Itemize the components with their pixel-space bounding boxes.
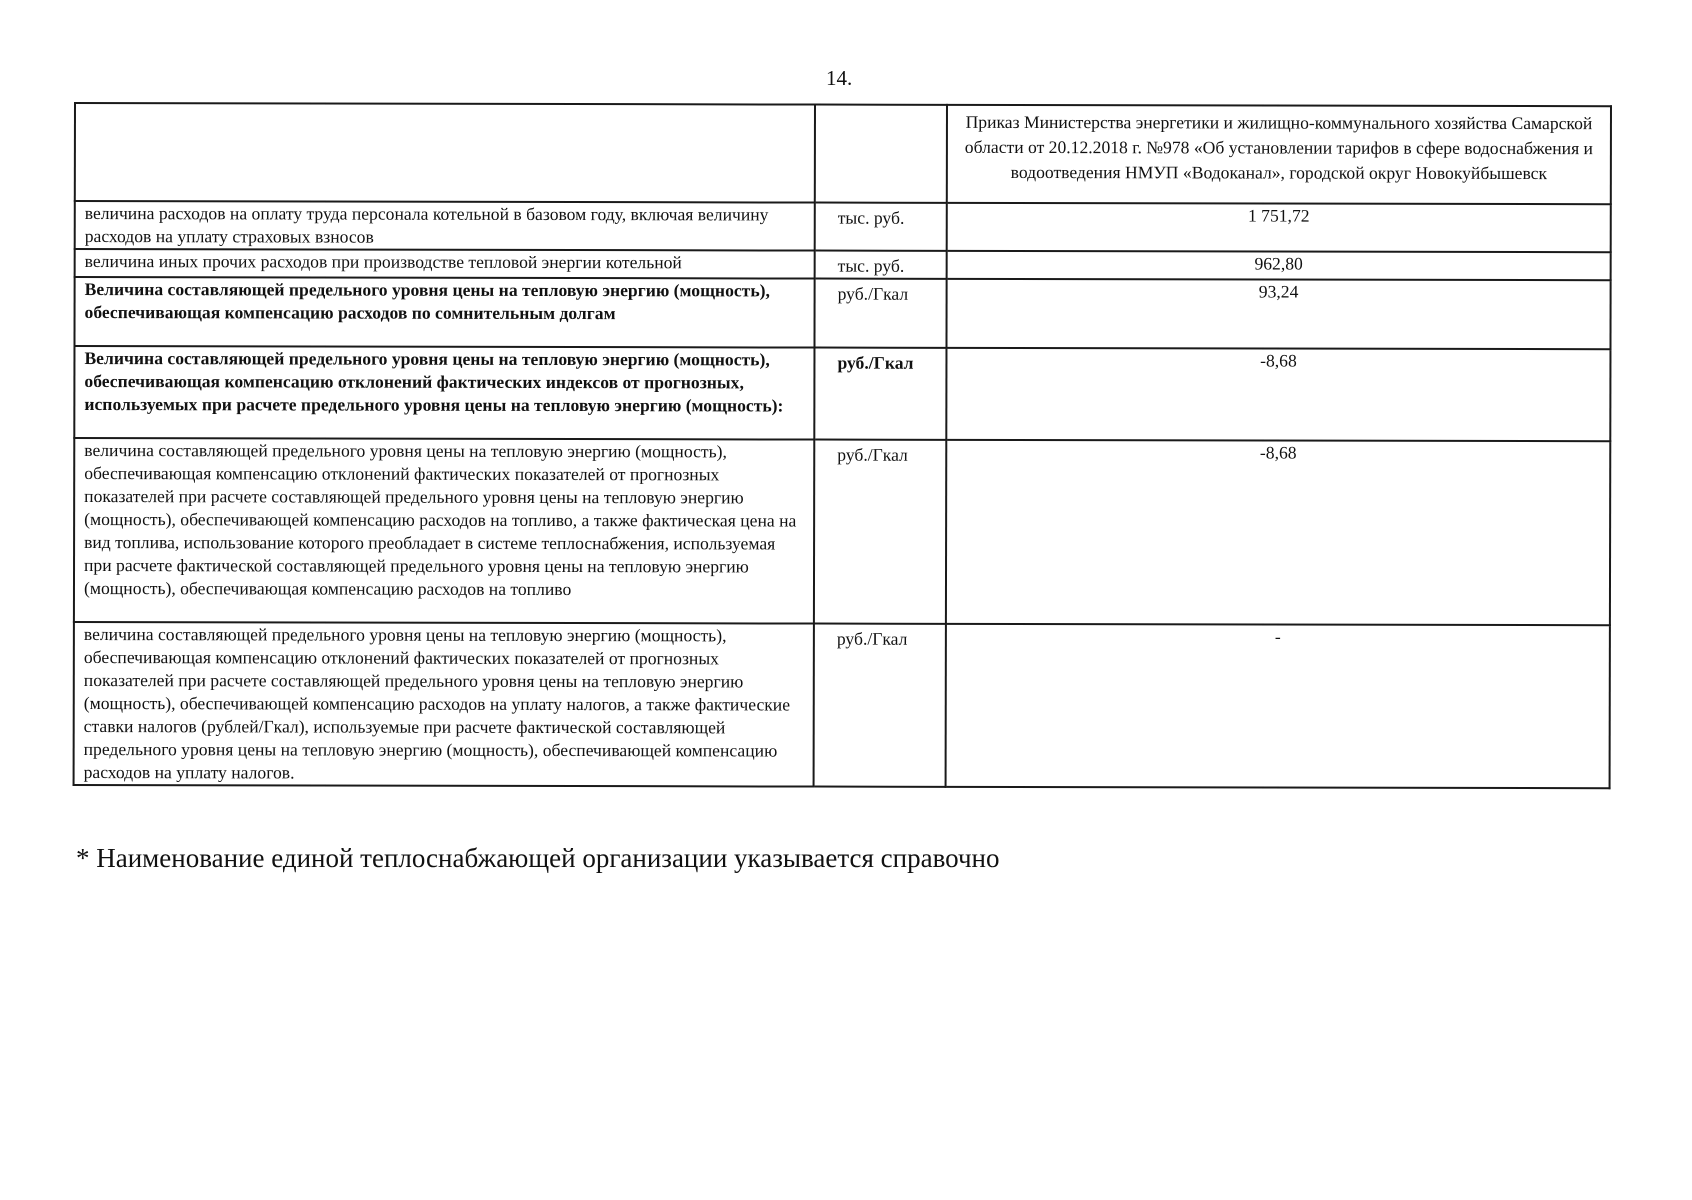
- table-row: [74, 438, 1610, 625]
- row-description: величина составляющей предельного уровня цены на тепловую энергию (мощность), обеспечивающая компенсацию отклонений фактических показателей от прогнозных показателей при расчете составляющей предельного уровня цены на тепловую энергию (мощность), обеспечивающей компенсацию расходов на уплату налогов, а также фактические ставки налогов (рублей/Гкал), используемые при расчете фактической составляющей предельного уровня цены на тепловую энергию (мощность), обеспечивающей компенсацию расходов на уплату налогов.: [74, 622, 814, 787]
- row-description: величина расходов на оплату труда персонала котельной в базовом году, включая величину расходов на уплату страховых взносов: [75, 201, 815, 251]
- page-number: 14.: [826, 66, 853, 90]
- row-value: 1 751,72: [947, 203, 1611, 252]
- row-description: величина составляющей предельного уровня цены на тепловую энергию (мощность), обеспечивающая компенсацию отклонений фактических показателей от прогнозных показателей при расчете составляющей предельного уровня цены на тепловую энергию (мощность), обеспечивающей компенсацию расходов на топливо, а также фактическая цена на вид топлива, использование которого преобладает в системе теплоснабжения, используемая при расчете фактической составляющей предельного уровня цены на тепловую энергию (мощность), обеспечивающая компенсацию расходов на топливо: [74, 438, 814, 624]
- row-unit: тыс. руб.: [815, 251, 947, 279]
- tariff-table: [73, 102, 1612, 789]
- row-value: -8,68: [946, 440, 1610, 625]
- footnote: * Наименование единой теплоснабжающей организации указывается справочно: [76, 843, 1000, 873]
- table-header-row: [75, 103, 1611, 204]
- table-row: [74, 277, 1610, 349]
- header-source-cell: Приказ Министерства энергетики и жилищно-коммунального хозяйства Самарской области от 20.12.2018 г. №978 «Об установлении тарифов в сфере водоснабжения и водоотведения НМУП «Водоканал», городской округ Новокуйбышевск: [947, 105, 1611, 204]
- row-value: -: [946, 624, 1610, 788]
- table-row: [75, 201, 1611, 252]
- table-row: [75, 249, 1611, 280]
- row-description: величина иных прочих расходов при производстве тепловой энергии котельной: [75, 249, 815, 279]
- header-unit-cell: [815, 105, 947, 203]
- table-row: [74, 346, 1610, 441]
- row-description: Величина составляющей предельного уровня цены на тепловую энергию (мощность), обеспечивающая компенсацию расходов по сомнительным долгам: [74, 277, 814, 348]
- row-value: -8,68: [946, 348, 1610, 441]
- row-value: 93,24: [946, 279, 1610, 349]
- row-unit: руб./Гкал: [814, 279, 946, 348]
- row-description: Величина составляющей предельного уровня цены на тепловую энергию (мощность), обеспечивающая компенсацию отклонений фактических индексов от прогнозных, используемых при расчете предельного уровня цены на тепловую энергию (мощность):: [74, 346, 814, 440]
- row-value: 962,80: [947, 251, 1611, 280]
- header-description-cell: [75, 103, 815, 203]
- row-unit: тыс. руб.: [815, 203, 947, 251]
- row-unit: руб./Гкал: [814, 440, 946, 624]
- row-unit: руб./Гкал: [814, 624, 946, 787]
- table-row: [74, 622, 1610, 788]
- row-unit: руб./Гкал: [814, 348, 946, 440]
